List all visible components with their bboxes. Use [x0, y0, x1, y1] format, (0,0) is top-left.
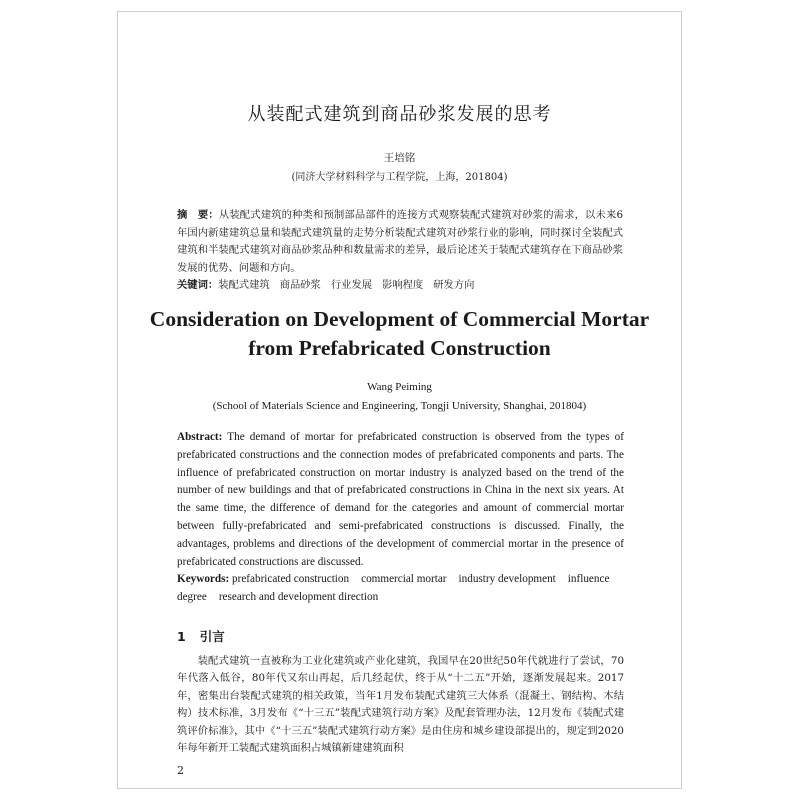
chinese-keyword: 行业发展: [330, 279, 373, 291]
section-title: 引言: [199, 629, 225, 644]
chinese-affiliation: (同济大学材料科学与工程学院，上海，201804): [291, 172, 508, 183]
english-keyword: influence degree: [177, 573, 610, 603]
body-paragraph: 装配式建筑一直被称为工业化建筑或产业化建筑，我国早在20世纪50年代就进行了尝试，70年代落入低谷，80年代又东山再起，后几经起伏，终于从“十二五”开始，逐渐发展起来。2017年，密集出台装配式建筑的相关政策，当年1月发布装配式建筑三大体系（混凝土、钢结构、木结构）技术标准，3月发布《“十三五”装配式建筑行动方案》及配套管理办法，12月发布《装配式建筑评价标准》，其中《“十三五”装配式建筑行动方案》是由住房和城乡建设部提出的，规定到2020年每年新开工装配式建筑面积占城镇新建建筑面积: [177, 655, 624, 755]
chinese-keyword: 研发方向: [433, 279, 475, 291]
chinese-abstract-label: 摘 要：: [177, 209, 219, 221]
english-keyword: prefabricated construction: [232, 573, 350, 585]
chinese-keywords-label: 关键词：: [177, 279, 219, 291]
english-keywords-label: Keywords:: [177, 573, 230, 585]
english-affiliation: (School of Materials Science and Engineering, Tongji University, Shanghai, 201804): [212, 400, 587, 412]
english-keyword: industry development: [458, 573, 556, 585]
english-abstract: [177, 429, 624, 571]
chinese-keywords: [177, 277, 623, 294]
page-number: 2: [177, 764, 184, 777]
english-title-line-1: Consideration on Development of Commercial Mortar: [149, 307, 650, 331]
english-author: Wang Peiming: [367, 381, 432, 393]
chinese-keyword: 影响程度: [382, 279, 424, 291]
section-heading: [177, 627, 225, 645]
chinese-title: 从装配式建筑到商品砂浆发展的思考: [247, 104, 552, 125]
chinese-keyword: 装配式建筑: [218, 279, 270, 291]
section-number: 1: [177, 629, 186, 644]
document-page: [117, 11, 682, 789]
english-title-line-2: from Prefabricated Construction: [248, 336, 551, 360]
chinese-keyword: 商品砂浆: [279, 279, 321, 291]
english-keyword: commercial mortar: [361, 573, 447, 585]
chinese-abstract: [177, 207, 623, 277]
english-keyword: research and development direction: [218, 590, 379, 603]
english-title: [118, 305, 681, 363]
chinese-abstract-text: 从装配式建筑的种类和预制部品部件的连接方式观察装配式建筑对砂浆的需求，以未来6年国内新建建筑总量和装配式建筑量的走势分析装配式建筑对砂浆行业的影响，同时探讨全装配式建筑和半装配式建筑对商品砂浆品种和数量需求的差异，最后论述关于装配式建筑存在下商品砂浆发展的优势、问题和方向。: [177, 209, 623, 274]
english-abstract-label: Abstract:: [177, 431, 223, 443]
english-abstract-text: The demand of mortar for prefabricated construction is observed from the types of prefabricated constructions and the connection modes of prefabricated components and parts. The influence of prefabricated construction on mortar industry is analyzed based on the trend of the number of new buildings and that of prefabricated constructions in China in the next six years. At the same time, the difference of demand for the categories and amount of commercial mortar between fully-prefabricated and semi-prefabricated constructions is discussed. Finally, the advantages, problems and directions of the development of commercial mortar in the presence of prefabricated constructions are discussed.: [177, 431, 624, 568]
english-keywords: [177, 571, 624, 606]
chinese-author: 王培铭: [383, 152, 416, 164]
